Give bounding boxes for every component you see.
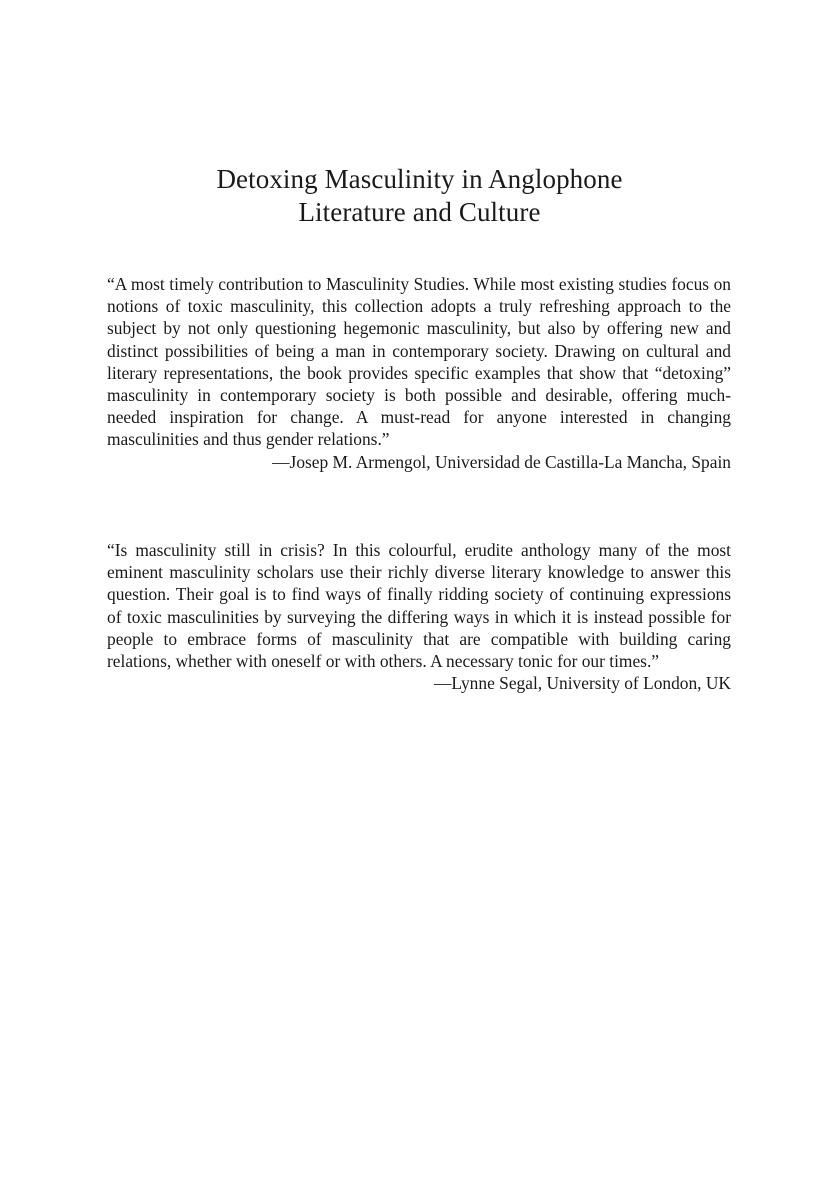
- book-title-line-1: Detoxing Masculinity in Anglophone: [216, 164, 623, 194]
- endorsement-attribution: —Lynne Segal, University of London, UK: [433, 673, 731, 694]
- endorsement-quote: “A most timely contribution to Masculinity Studies. While most existing studies focus on notions of toxic masculinity, this collection adopts a truly refreshing approach to the subject by not only questioning hegemonic masculinity, but also by offering new and distinct possibilities of being a man in contemporary society. Drawing on cultural and literary representations, the book provides specific examples that show that “detoxing” masculinity in contemporary society is both possible and desirable, offering much-needed inspiration for change. A must-read for anyone interested in changing masculinities and thus gender relations.”: [107, 274, 731, 450]
- book-title-line-2: Literature and Culture: [298, 197, 541, 227]
- endorsement-quote: “Is masculinity still in crisis? In this colourful, erudite anthology many of the most eminent masculinity scholars use their richly diverse literary knowledge to answer this question. Their goal is to find ways of finally ridding society of continuing expressions of toxic masculinities by surveying the differing ways in which it is instead possible for people to embrace forms of masculinity that are compatible with building caring relations, whether with oneself or with others. A necessary tonic for our times.”: [107, 540, 731, 672]
- endorsement-armengol: [107, 273, 731, 473]
- book-title: [0, 163, 839, 229]
- endorsement-attribution: —Josep M. Armengol, Universidad de Castilla-La Mancha, Spain: [272, 451, 731, 472]
- endorsement-segal: [107, 539, 731, 694]
